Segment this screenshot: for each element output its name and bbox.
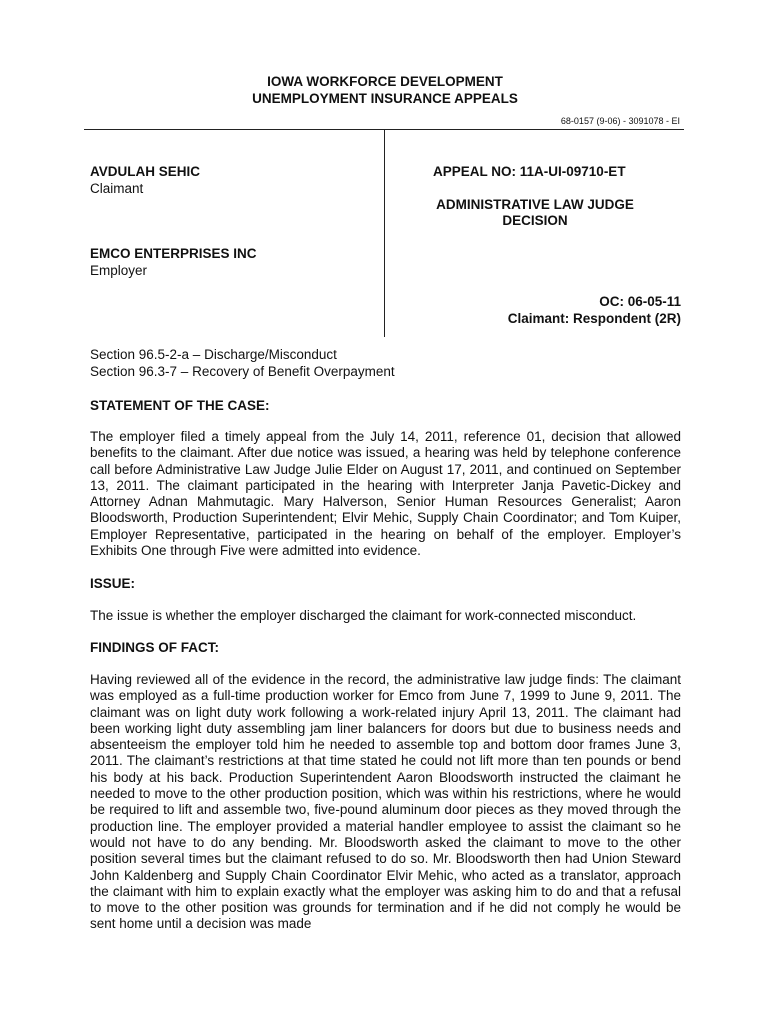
decision-title-line1: ADMINISTRATIVE LAW JUDGE [436, 197, 634, 212]
section-citation-1: Section 96.5-2-a – Discharge/Misconduct [90, 347, 337, 362]
statement-paragraph: The employer filed a timely appeal from the July 14, 2011, reference 01, decision that allowed benefits to the claimant. After due notice was issued, a hearing was held by telephone conference call before Administrative Law Judge Julie Elder on August 17, 2011, and continued on September 13, 2011. The claimant participated in the hearing with Interpreter Janja Pavetic-Dickey and Attorney Adnan Mahmutagic. Mary Halverson, Senior Human Resources Generalist; Aaron Bloodsworth, Production Superintendent; Elvir Mehic, Supply Chain Coordinator; and Tom Kuiper, Employer Representative, participated in the hearing on behalf of the employer. Employer’s Exhibits One through Five were admitted into evidence. [90, 429, 681, 559]
form-number: 68-0157 (9-06) - 3091078 - EI [560, 116, 680, 126]
appeal-number: APPEAL NO: 11A-UI-09710-ET [433, 164, 626, 179]
section-citation-2: Section 96.3-7 – Recovery of Benefit Overpayment [90, 364, 395, 379]
employer-name: EMCO ENTERPRISES INC [90, 246, 257, 261]
findings-heading: FINDINGS OF FACT: [90, 640, 219, 655]
claimant-name: AVDULAH SEHIC [90, 164, 201, 179]
employer-label: Employer [90, 263, 148, 278]
statement-heading: STATEMENT OF THE CASE: [90, 398, 270, 413]
claimant-label: Claimant [90, 181, 144, 196]
agency-subtitle: UNEMPLOYMENT INSURANCE APPEALS [252, 91, 518, 106]
agency-title: IOWA WORKFORCE DEVELOPMENT [267, 74, 503, 89]
issue-heading: ISSUE: [90, 576, 136, 591]
findings-paragraph: Having reviewed all of the evidence in the record, the administrative law judge finds: The claimant was employed as a full-time production worker for Emco from June 7, 1999 to June 9, 2011. The claimant was on light duty work following a work-related injury April 13, 2011. The claimant had been working light duty assembling jam liner balancers for doors but due to business needs and absenteeism the employer told him he needed to assemble top and bottom door frames June 3, 2011. The claimant’s restrictions at that time stated he could not lift more than ten pounds or bend his body at his back. Production Superintendent Aaron Bloodsworth instructed the claimant he needed to move to the other production position, which was within his restrictions, where he would be required to lift and assemble two, five-pound aluminum door pieces as they moved through the production line. The employer provided a material handler employee to assist the claimant so he would not have to do any bending. Mr. Bloodsworth asked the claimant to move to the other position several times but the claimant refused to do so. Mr. Bloodsworth then had Union Steward John Kaldenberg and Supply Chain Coordinator Elvir Mehic, who acted as a translator, approach the claimant with him to explain exactly what the employer was asking him to do and that a refusal to move to the other position was grounds for termination and if he did not comply he would be sent home until a decision was made [90, 672, 681, 932]
oc-date: OC: 06-05-11 [599, 294, 681, 309]
issue-paragraph: The issue is whether the employer discharged the claimant for work-connected misconduct. [90, 608, 637, 623]
decision-title-line2: DECISION [502, 213, 568, 228]
claimant-status: Claimant: Respondent (2R) [507, 311, 681, 326]
column-divider [384, 129, 385, 337]
